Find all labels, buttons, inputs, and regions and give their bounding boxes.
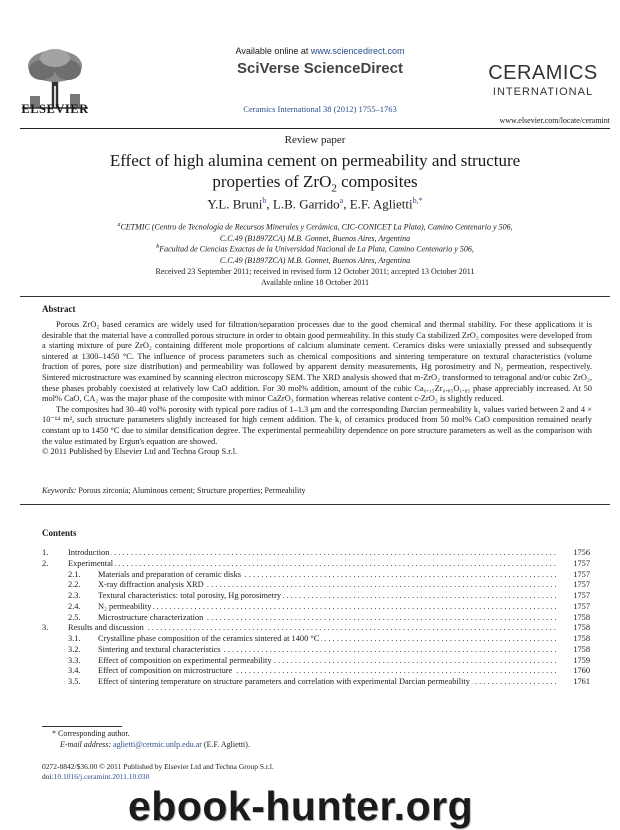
toc-label[interactable]: Experimental . . . xyxy=(68,559,556,570)
toc-number: 3.4. xyxy=(68,666,81,676)
toc-entry[interactable] xyxy=(42,591,590,602)
toc-entry[interactable] xyxy=(42,613,590,624)
toc-page: 1756 xyxy=(573,548,590,557)
toc-page: 1758 xyxy=(573,644,590,654)
toc-number: 3.3. xyxy=(68,655,81,665)
toc-entry[interactable] xyxy=(42,559,590,570)
toc-entry[interactable] xyxy=(42,580,590,591)
affiliation-b: $^b$Facultad de Ciencias Exactas de la Universidad Nacional de La Plata, Camino Centenario y 506, C.C.49 (B1897ZCA) M.B. Gonnet, Buenos Aires, Argentina xyxy=(156,244,474,265)
toc-entry[interactable] xyxy=(42,677,590,688)
toc-page: 1757 xyxy=(573,558,590,568)
toc-entry[interactable] xyxy=(42,570,590,581)
toc-page: 1758 xyxy=(573,634,590,643)
toc-label[interactable]: X-ray diffraction analysis XRD . . . xyxy=(98,580,556,591)
received-dates: Received 23 September 2011; received in revised form 12 October 2011; accepted 13 October 2011 xyxy=(155,267,475,276)
toc-entry[interactable] xyxy=(42,602,590,613)
journal-citation-link[interactable]: Ceramics International 38 (2012) 1755–1763 xyxy=(243,104,397,114)
toc-number: 2.1. xyxy=(68,569,81,579)
toc-page: 1760 xyxy=(573,666,590,676)
toc-label[interactable]: N₂ permeability . . . xyxy=(98,602,556,613)
toc-page: 1758 xyxy=(573,612,590,622)
toc-label[interactable]: Sintering and textural characteristics . . . xyxy=(98,645,556,656)
affiliation-a: $^a$CETMIC (Centro de Tecnología de Recursos Minerales y Cerámica, CIC-CONICET La Plata), Camino Centenario y 506, C.C.49 (B1897ZCA) M.B. Gonnet, Buenos Aires, Argentina xyxy=(117,222,513,243)
toc-entry[interactable] xyxy=(42,634,590,645)
toc-number: 2.2. xyxy=(68,580,81,590)
elsevier-wordmark: ELSEVIER xyxy=(21,102,89,116)
toc-label[interactable]: Introduction . . . xyxy=(68,548,556,559)
journal-brand-line2: INTERNATIONAL xyxy=(492,86,594,98)
abstract-paragraph: The composites had 30–40 vol% porosity with typical pore radius of 1–1.3 μm and the corresponding Darcian permeability k₁ values varied between 2 and 4 × 10⁻¹⁴ m², such structure parameters slightly increased for high cement addition. The k₁ of ceramics produced from 50 mol% CaO composition remained nearly constant up to 1450 °C due to similar densification degree. The experimental permeability dependence on pore structure parameters as well as the comparison with the value estimated by Ergun's equation are showed. xyxy=(42,404,592,446)
author-affiliation-mark[interactable]: a xyxy=(339,196,344,205)
toc-page: 1757 xyxy=(573,580,590,590)
toc-number: 2. xyxy=(42,558,49,568)
keywords: Keywords: Porous zirconia; Aluminous cement; Structure properties; Permeability xyxy=(42,486,306,495)
author-affiliation-mark[interactable]: b xyxy=(262,196,267,205)
toc-entry[interactable] xyxy=(42,656,590,667)
toc-label[interactable]: Effect of composition on experimental permeability . . . xyxy=(98,656,556,667)
footnote-divider xyxy=(42,726,122,727)
toc-number: 2.3. xyxy=(68,591,81,600)
issn-line: 0272-8842/$36.00 © 2011 Published by Elsevier Ltd and Techna Group S.r.l. xyxy=(42,762,274,771)
author-affiliation-mark[interactable]: b,* xyxy=(412,196,423,205)
toc-label[interactable]: Results and discussion . . . xyxy=(68,623,556,634)
journal-url[interactable]: www.elsevier.com/locate/ceramint xyxy=(499,116,610,125)
doi-link[interactable]: 10.1016/j.ceramint.2011.10.030 xyxy=(53,772,150,781)
toc-page: 1758 xyxy=(573,623,590,633)
toc-number: 3.5. xyxy=(68,677,81,686)
online-date: Available online 18 October 2011 xyxy=(261,278,369,287)
article-dates xyxy=(40,266,590,288)
toc-number: 3. xyxy=(42,623,49,633)
toc-entry[interactable] xyxy=(42,666,590,677)
paper-title: Effect of high alumina cement on permeability and structure properties of ZrO$_2$ composites xyxy=(109,151,521,195)
toc-label[interactable]: Materials and preparation of ceramic disks . . . xyxy=(98,570,556,581)
toc-number: 2.4. xyxy=(68,601,81,611)
corresponding-author-note: * Corresponding author. xyxy=(52,729,130,738)
sciverse-logo: SciVerse ScienceDirect xyxy=(237,60,403,77)
toc-label[interactable]: Crystalline phase composition of the ceramics sintered at 1400 °C . . . xyxy=(98,634,556,645)
available-online: Available online at www.sciencedirect.com xyxy=(235,46,405,56)
abstract-paragraph: Porous ZrO₂ based ceramics are widely used for filtration/separation processes due to the good chemical and thermal stability. For these applications it is desirable that the material have a controlled porous structure in order to obtain good permeability. In this study Ca stabilized ZrO₂ composites were developed from a starting mixture of pure ZrO₂ containing different mole proportions of calcium aluminate cement. Ceramics disks were uniaxially pressed and subsequently sintered at 1300–1450 °C. The influence of process parameters such as chemical compositions and sintering temperature on textural characteristics (volume fraction of pores, pore size distribution) and permeability was followed by apparent density measurements, Hg porosimetry and N₂ permeation, respectively. Sintered microstructure was examined by scanning electron microscopy SEM. The XRD analysis showed that m-ZrO₂ transformed to tetragonal and/or cubic ZrO₂, these phases probably coexisted at relatively low CaO addition. For 30 mol% addition, amount of the cubic Ca₀.₁₅Zr₀.₈₅O₁.₈₅ phase appreciably increased. At 50 mol% CaO, CA₂ was the major phase of the composite with minor CaZrO₃ formation whereas relative content c-ZrO₂ is slightly reduced. xyxy=(42,320,592,404)
abstract-heading: Abstract xyxy=(42,304,76,314)
author: E.F. Aglietti xyxy=(349,196,413,212)
toc-label[interactable]: Microstructure characterization . . . xyxy=(98,613,556,624)
toc-number: 3.2. xyxy=(68,644,81,654)
toc-page: 1761 xyxy=(573,677,590,686)
toc-label[interactable]: Effect of composition on microstructure . . . xyxy=(98,666,556,677)
doi-line: doi:10.1016/j.ceramint.2011.10.030 xyxy=(42,772,150,781)
contents-divider xyxy=(20,504,610,505)
table-of-contents xyxy=(42,548,590,688)
journal-brand-line1: CERAMICS xyxy=(488,62,598,84)
author-email-link[interactable]: aglietti@cetmic.unlp.edu.ar xyxy=(113,740,202,749)
paper-type: Review paper xyxy=(284,134,346,146)
toc-entry[interactable] xyxy=(42,623,590,634)
toc-label[interactable]: Textural characteristics: total porosity, Hg porosimetry . . . xyxy=(98,591,556,602)
toc-label[interactable]: Effect of sintering temperature on structure parameters and correlation with experimental Darcian permeability . . . xyxy=(98,677,556,688)
toc-page: 1757 xyxy=(573,601,590,611)
toc-page: 1759 xyxy=(573,655,590,665)
email-note: E-mail address: aglietti@cetmic.unlp.edu.ar (E.F. Aglietti). xyxy=(60,740,250,749)
abstract-body xyxy=(42,320,592,458)
abstract-copyright: © 2011 Published by Elsevier Ltd and Techna Group S.r.l. xyxy=(42,447,238,457)
sciencedirect-link[interactable]: www.sciencedirect.com xyxy=(310,46,405,56)
toc-number: 1. xyxy=(42,548,49,557)
abstract-divider xyxy=(20,296,610,297)
toc-entry[interactable] xyxy=(42,645,590,656)
header-divider xyxy=(20,128,610,129)
watermark: ebook-hunter.org xyxy=(128,783,474,829)
author: L.B. Garrido xyxy=(272,196,340,212)
contents-heading: Contents xyxy=(42,528,77,538)
toc-page: 1757 xyxy=(573,591,590,600)
author: Y.L. Bruni xyxy=(207,196,263,212)
toc-entry[interactable] xyxy=(42,548,590,559)
toc-number: 3.1. xyxy=(68,634,81,643)
toc-page: 1757 xyxy=(573,569,590,579)
author-list: Y.L. Bruni$^b$, L.B. Garrido$^a$, E.F. Aglietti$^{b,*}$ xyxy=(207,196,423,212)
toc-number: 2.5. xyxy=(68,612,81,622)
